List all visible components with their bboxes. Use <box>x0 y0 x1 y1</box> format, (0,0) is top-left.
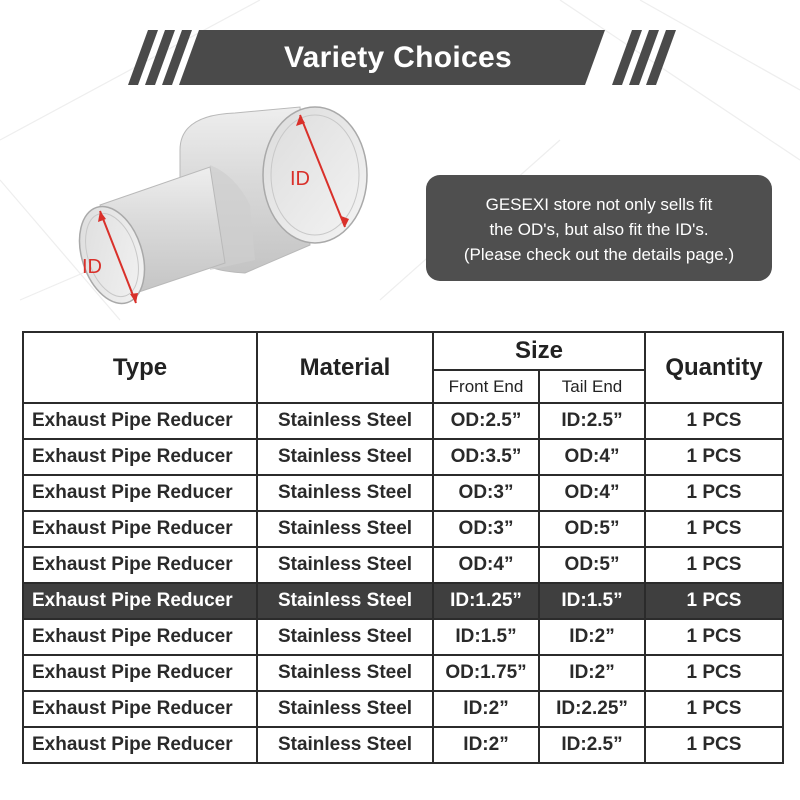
note-line-3: (Please check out the details page.) <box>463 245 735 264</box>
cell-material: Stainless Steel <box>257 619 433 655</box>
cell-front-end: OD:3” <box>433 475 539 511</box>
cell-type: Exhaust Pipe Reducer <box>23 475 257 511</box>
spec-table <box>22 331 784 764</box>
cell-quantity: 1 PCS <box>645 655 783 691</box>
cell-material: Stainless Steel <box>257 547 433 583</box>
cell-quantity: 1 PCS <box>645 403 783 439</box>
id-label-large-end: ID <box>290 168 310 190</box>
header-tail-end: Tail End <box>539 370 645 403</box>
cell-tail-end: ID:2.25” <box>539 691 645 727</box>
cell-front-end: OD:3” <box>433 511 539 547</box>
cell-front-end: OD:2.5” <box>433 403 539 439</box>
table-row <box>23 403 783 439</box>
cell-type: Exhaust Pipe Reducer <box>23 619 257 655</box>
info-note <box>426 175 772 281</box>
table-row <box>23 691 783 727</box>
cell-quantity: 1 PCS <box>645 511 783 547</box>
cell-quantity: 1 PCS <box>645 583 783 619</box>
table-row <box>23 475 783 511</box>
header-front-end: Front End <box>433 370 539 403</box>
cell-type: Exhaust Pipe Reducer <box>23 439 257 475</box>
header-size: Size <box>433 332 645 370</box>
cell-type: Exhaust Pipe Reducer <box>23 403 257 439</box>
banner-title: Variety Choices <box>284 40 512 74</box>
header-type: Type <box>23 332 257 403</box>
table-row <box>23 547 783 583</box>
cell-tail-end: OD:5” <box>539 511 645 547</box>
cell-quantity: 1 PCS <box>645 547 783 583</box>
cell-quantity: 1 PCS <box>645 619 783 655</box>
cell-front-end: ID:2” <box>433 691 539 727</box>
cell-material: Stainless Steel <box>257 583 433 619</box>
cell-front-end: ID:1.5” <box>433 619 539 655</box>
cell-type: Exhaust Pipe Reducer <box>23 727 257 763</box>
cell-quantity: 1 PCS <box>645 439 783 475</box>
cell-material: Stainless Steel <box>257 475 433 511</box>
cell-tail-end: OD:4” <box>539 439 645 475</box>
table-row <box>23 655 783 691</box>
pipe-reducer-illustration <box>60 95 400 335</box>
cell-tail-end: ID:2” <box>539 655 645 691</box>
cell-material: Stainless Steel <box>257 511 433 547</box>
cell-type: Exhaust Pipe Reducer <box>23 691 257 727</box>
cell-quantity: 1 PCS <box>645 475 783 511</box>
cell-material: Stainless Steel <box>257 439 433 475</box>
cell-material: Stainless Steel <box>257 655 433 691</box>
cell-tail-end: OD:5” <box>539 547 645 583</box>
table-row <box>23 439 783 475</box>
header-material: Material <box>257 332 433 403</box>
cell-tail-end: ID:1.5” <box>539 583 645 619</box>
id-label-small-end: ID <box>82 256 102 278</box>
cell-tail-end: ID:2” <box>539 619 645 655</box>
cell-front-end: OD:4” <box>433 547 539 583</box>
cell-tail-end: ID:2.5” <box>539 403 645 439</box>
cell-quantity: 1 PCS <box>645 727 783 763</box>
cell-front-end: OD:1.75” <box>433 655 539 691</box>
header-quantity: Quantity <box>645 332 783 403</box>
note-line-2: the OD's, but also fit the ID's. <box>489 220 709 239</box>
table-row-highlighted <box>23 583 783 619</box>
cell-material: Stainless Steel <box>257 727 433 763</box>
cell-material: Stainless Steel <box>257 403 433 439</box>
cell-front-end: ID:2” <box>433 727 539 763</box>
table-row <box>23 727 783 763</box>
cell-type: Exhaust Pipe Reducer <box>23 511 257 547</box>
cell-tail-end: ID:2.5” <box>539 727 645 763</box>
cell-front-end: ID:1.25” <box>433 583 539 619</box>
table-row <box>23 619 783 655</box>
cell-tail-end: OD:4” <box>539 475 645 511</box>
cell-material: Stainless Steel <box>257 691 433 727</box>
cell-quantity: 1 PCS <box>645 691 783 727</box>
cell-type: Exhaust Pipe Reducer <box>23 547 257 583</box>
cell-type: Exhaust Pipe Reducer <box>23 583 257 619</box>
cell-front-end: OD:3.5” <box>433 439 539 475</box>
note-line-1: GESEXI store not only sells fit <box>485 195 713 214</box>
cell-type: Exhaust Pipe Reducer <box>23 655 257 691</box>
table-row <box>23 511 783 547</box>
